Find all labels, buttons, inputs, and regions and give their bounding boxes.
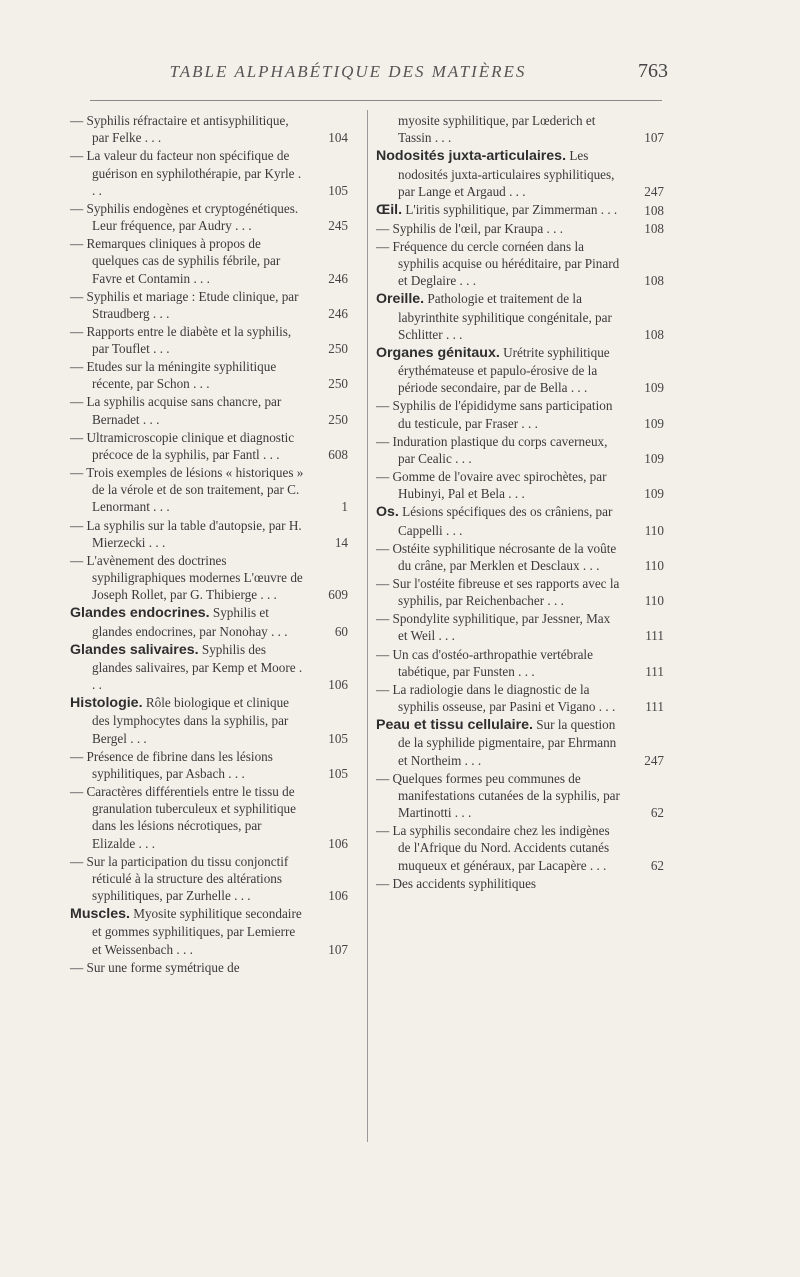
entry-page-number: 107 [328, 941, 348, 957]
dot-leader: . . . [92, 659, 303, 693]
index-entry [376, 770, 664, 822]
dot-leader: . . . [586, 857, 607, 873]
entry-description: — Quelques formes peu communes de manifestations cutanées de la syphilis, par Martinotti [376, 770, 620, 821]
entry-description: — La radiologie dans le diagnostic de la syphilis osseuse, par Pasini et Vigano [376, 681, 596, 715]
entry-text [376, 201, 620, 219]
entry-description: Lésions spécifiques des os crâniens, par Cappelli [398, 504, 613, 538]
dot-leader: . . . [145, 534, 166, 550]
index-entry [376, 716, 664, 769]
index-entry [376, 646, 664, 680]
entry-page-number: 108 [644, 326, 664, 342]
dot-leader: . . . [267, 623, 288, 639]
dot-leader: . . . [189, 376, 210, 392]
index-entry [376, 681, 664, 715]
entry-text [70, 200, 304, 234]
entry-page-number: 62 [650, 857, 664, 873]
entry-text [70, 464, 304, 516]
index-entry [376, 575, 664, 609]
entry-page-number: 106 [328, 677, 348, 693]
entry-text [376, 220, 620, 237]
entry-text [70, 641, 304, 694]
entry-text [70, 358, 304, 392]
entry-text [70, 748, 304, 782]
dot-leader: . . . [231, 218, 252, 233]
index-entry [70, 694, 348, 747]
index-entry [70, 552, 348, 604]
entry-text [376, 770, 620, 822]
entry-page-number: 106 [328, 888, 348, 904]
entry-text [376, 344, 620, 397]
index-entry [70, 200, 348, 234]
entry-description: — Syphilis de l'œil, par Kraupa [376, 220, 544, 236]
dot-leader: . . . [135, 835, 155, 851]
entry-description: Syphilis des glandes salivaires, par Kemp et Moore [92, 641, 296, 675]
entry-text [70, 905, 304, 958]
dot-leader: . . . [442, 326, 463, 342]
index-entry [70, 112, 348, 146]
entry-heading: Œil. [376, 201, 403, 218]
index-entry [376, 875, 664, 892]
entry-text [376, 290, 620, 343]
dot-leader: . . . [461, 752, 482, 768]
entry-description: — La syphilis acquise sans chancre, par Bernadet [70, 394, 282, 427]
running-header [88, 62, 668, 102]
running-title: TABLE ALPHABÉTIQUE DES MATIÈRES [169, 62, 527, 81]
entry-description: — Remarques cliniques à propos de quelques cas de syphilis fébrile, par Favre et Contamin [70, 236, 281, 286]
entry-description: Urétrite syphilitique érythémateuse et papulo-érosive de la période secondaire, par de Bella [398, 344, 610, 396]
entry-page-number: 111 [645, 663, 664, 679]
index-entry [376, 112, 664, 146]
entry-heading: Os. [376, 504, 399, 521]
entry-description: — Spondylite syphilitique, par Jessner, Max et Weil [376, 611, 611, 644]
entry-page-number: 109 [644, 450, 664, 466]
entry-page-number: 247 [644, 752, 664, 768]
entry-text [376, 875, 620, 892]
entry-page-number: 108 [644, 220, 664, 236]
header-rule [90, 100, 662, 101]
entry-page-number: 245 [328, 218, 348, 233]
entry-text [70, 323, 304, 357]
entry-description: — Sur la participation du tissu conjonctif réticulé à la structure des altérations syphilitiques, par Zurhelle [70, 853, 289, 904]
entry-text [376, 822, 620, 874]
index-entry [376, 220, 664, 237]
entry-text [376, 397, 620, 431]
entry-text [376, 540, 620, 574]
entry-page-number: 108 [644, 202, 664, 218]
entry-text [70, 147, 304, 199]
entry-description: — Syphilis et mariage : Etude clinique, par Straudberg [70, 288, 299, 321]
entry-description: — Gomme de l'ovaire avec spirochètes, par Hubinyi, Pal et Bela [376, 469, 607, 502]
entry-heading: Nodosités juxta-articulaires. [376, 148, 567, 165]
entry-description: — L'avènement des doctrines syphiligraphiques modernes L'œuvre de Joseph Rollet, par G. Thibierge [70, 552, 303, 603]
entry-description: — Rapports entre le diabète et la syphilis, par Touflet [70, 323, 292, 357]
dot-leader: . . . [579, 557, 600, 573]
index-entry [70, 429, 348, 463]
entry-text [376, 610, 620, 644]
dot-leader: . . . [139, 411, 160, 427]
index-entry [70, 783, 348, 852]
entry-heading: Oreille. [376, 291, 425, 308]
entry-description: Syphilis et glandes endocrines, par Nonohay [92, 605, 269, 639]
entry-page-number: 109 [644, 486, 664, 502]
entry-page-number: 110 [644, 557, 664, 573]
entry-description: — Un cas d'ostéo-arthropathie vertébrale tabétique, par Funsten [376, 646, 593, 679]
dot-leader: . . . [431, 130, 452, 146]
right-column [376, 112, 664, 893]
dot-leader: . . . [126, 730, 147, 746]
index-entry [376, 201, 664, 219]
index-entry [70, 147, 348, 199]
entry-text [70, 959, 304, 976]
entry-description: — Fréquence du cercle cornéen dans la syphilis acquise ou héréditaire, par Pinard et Deglaire [376, 238, 620, 289]
dot-leader: . . . [543, 220, 563, 236]
entry-text [376, 503, 620, 538]
dot-leader: . . . [451, 805, 472, 821]
entry-heading: Histologie. [70, 695, 143, 712]
dot-leader: . . . [435, 628, 455, 644]
dot-leader: . . . [514, 663, 535, 679]
entry-page-number: 109 [644, 415, 664, 431]
dot-leader: . . . [442, 522, 463, 538]
index-entry [70, 748, 348, 782]
entry-page-number: 106 [328, 835, 348, 851]
index-entry [376, 238, 664, 290]
entry-page-number: 110 [644, 593, 664, 609]
entry-description: — Syphilis réfractaire et antisyphilitique, par Felke [70, 113, 289, 146]
entry-text [70, 112, 304, 146]
index-entry [70, 288, 348, 322]
entry-text [70, 517, 304, 551]
index-entry [70, 517, 348, 551]
entry-text [376, 646, 620, 680]
entry-text [70, 393, 304, 427]
dot-leader: . . . [224, 765, 245, 781]
index-entry [70, 853, 348, 905]
dot-leader: . . . [173, 941, 193, 957]
index-entry [376, 503, 664, 538]
entry-text [70, 853, 304, 905]
entry-text [376, 681, 620, 715]
index-entry [70, 959, 348, 976]
index-entry [376, 540, 664, 574]
entry-description: — Présence de fibrine dans les lésions syphilitiques, par Asbach [70, 748, 273, 781]
entry-page-number: 60 [334, 623, 348, 639]
index-entry [376, 610, 664, 644]
entry-page-number: 246 [328, 270, 348, 286]
entry-heading: Peau et tissu cellulaire. [376, 717, 533, 734]
entry-page-number: 246 [328, 305, 348, 321]
entry-page-number: 105 [328, 182, 348, 198]
index-entry [376, 290, 664, 343]
entry-text [70, 552, 304, 604]
dot-leader: . . . [456, 273, 476, 289]
dot-leader: . . . [149, 341, 170, 357]
entry-text [376, 575, 620, 609]
dot-leader: . . . [597, 201, 618, 217]
entry-description: — Caractères différentiels entre le tissu de granulation tuberculeux et syphilitique dans les lésions nécrotiques, par Elizalde [70, 783, 296, 851]
entry-page-number: 250 [328, 411, 348, 427]
index-entry [70, 604, 348, 639]
entry-page-number: 110 [644, 522, 664, 538]
dot-leader: . . . [595, 699, 616, 715]
entry-description: — Des accidents syphilitiques [376, 875, 537, 891]
index-entry [70, 323, 348, 357]
entry-heading: Organes génitaux. [376, 344, 500, 361]
entry-text [70, 288, 304, 322]
entry-heading: Glandes salivaires. [70, 641, 199, 658]
entry-description: — Sur l'ostéite fibreuse et ses rapports avec la syphilis, par Reichenbacher [376, 575, 620, 609]
entry-page-number: 14 [334, 534, 348, 550]
entry-description: — Trois exemples de lésions « historiques » de la vérole et de son traitement, par C. Lenormant [70, 465, 304, 515]
entry-text [376, 716, 620, 769]
dot-leader: . . . [504, 486, 525, 502]
entry-text [376, 147, 620, 200]
entry-description: — Induration plastique du corps caverneux, par Cealic [376, 433, 608, 466]
entry-page-number: 1 [341, 499, 348, 515]
dot-leader: . . . [451, 450, 472, 466]
entry-page-number: 608 [328, 446, 348, 462]
entry-text [70, 235, 304, 287]
dot-leader: . . . [257, 587, 277, 603]
page-number: 763 [638, 60, 668, 82]
entry-description: Rôle biologique et clinique des lymphocytes dans la syphilis, par Bergel [92, 695, 290, 746]
entry-text [376, 238, 620, 290]
entry-page-number: 109 [644, 380, 664, 396]
index-entry [376, 822, 664, 874]
index-entry [376, 468, 664, 502]
entry-text [376, 112, 620, 146]
index-entry [376, 147, 664, 200]
entry-description: — La syphilis sur la table d'autopsie, par H. Mierzecki [70, 517, 302, 550]
entry-description: Sur la question de la syphilide pigmentaire, par Ehrmann et Northeim [398, 717, 617, 768]
entry-heading: Glandes endocrines. [70, 605, 210, 622]
column-divider [367, 110, 368, 1142]
dot-leader: . . . [190, 270, 210, 286]
entry-text [376, 468, 620, 502]
entry-text [70, 604, 304, 639]
entry-description: Pathologie et traitement de la labyrinthite syphilitique congénitale, par Schlitter [398, 291, 612, 342]
entry-description: — Etudes sur la méningite syphilitique récente, par Schon [70, 359, 277, 392]
entry-page-number: 62 [650, 805, 664, 821]
dot-leader: . . . [544, 593, 564, 609]
dot-leader: . . . [505, 183, 526, 199]
entry-page-number: 247 [644, 183, 664, 199]
entry-description: myosite syphilitique, par Lœderich et Tassin [398, 113, 596, 146]
index-entry [70, 358, 348, 392]
entry-page-number: 250 [328, 376, 348, 392]
entry-text [376, 433, 620, 467]
entry-page-number: 250 [328, 341, 348, 357]
entry-description: — Syphilis endogènes et cryptogénétiques. Leur fréquence, par Audry [70, 200, 299, 233]
dot-leader: . . . [567, 380, 588, 396]
entry-page-number: 104 [328, 130, 348, 146]
dot-leader: . . . [230, 888, 251, 904]
entry-page-number: 108 [644, 273, 664, 289]
entry-description: — Ostéite syphilitique nécrosante de la voûte du crâne, par Merklen et Desclaux [376, 540, 617, 573]
index-entry [70, 464, 348, 516]
left-column [70, 112, 348, 977]
entry-description: — La valeur du facteur non spécifique de guérison en syphilothérapie, par Kyrle [70, 148, 295, 181]
entry-page-number: 105 [328, 765, 348, 781]
index-entry [376, 433, 664, 467]
entry-page-number: 111 [645, 628, 664, 644]
index-entry [376, 344, 664, 397]
entry-text [70, 694, 304, 747]
index-entry [70, 235, 348, 287]
index-entry [70, 641, 348, 694]
index-entry [70, 905, 348, 958]
entry-heading: Muscles. [70, 906, 130, 923]
entry-text [70, 783, 304, 852]
entry-description: — Sur une forme symétrique de [70, 959, 240, 975]
index-entry [376, 397, 664, 431]
entry-page-number: 111 [645, 699, 664, 715]
dot-leader: . . . [259, 446, 280, 462]
entry-description: Myosite syphilitique secondaire et gommes syphilitiques, par Lemierre et Weissenbach [92, 906, 302, 957]
entry-description: Les nodosités juxta-articulaires syphilitiques, par Lange et Argaud [398, 148, 615, 199]
entry-description: — Syphilis de l'épididyme sans participation du testicule, par Fraser [376, 398, 613, 431]
entry-page-number: 609 [328, 587, 348, 603]
entry-description: — La syphilis secondaire chez les indigènes de l'Afrique du Nord. Accidents cutanés muqueux et généraux, par Lacapère [376, 823, 610, 873]
dot-leader: . . . [92, 165, 302, 198]
entry-page-number: 107 [644, 130, 664, 146]
dot-leader: . . . [149, 499, 170, 515]
dot-leader: . . . [518, 415, 538, 431]
dot-leader: . . . [149, 305, 170, 321]
entry-text [70, 429, 304, 463]
entry-description: — Ultramicroscopie clinique et diagnostic précoce de la syphilis, par Fantl [70, 429, 295, 462]
dot-leader: . . . [141, 130, 162, 146]
entry-page-number: 105 [328, 730, 348, 746]
entry-description: L'iritis syphilitique, par Zimmerman [405, 201, 598, 217]
index-entry [70, 393, 348, 427]
